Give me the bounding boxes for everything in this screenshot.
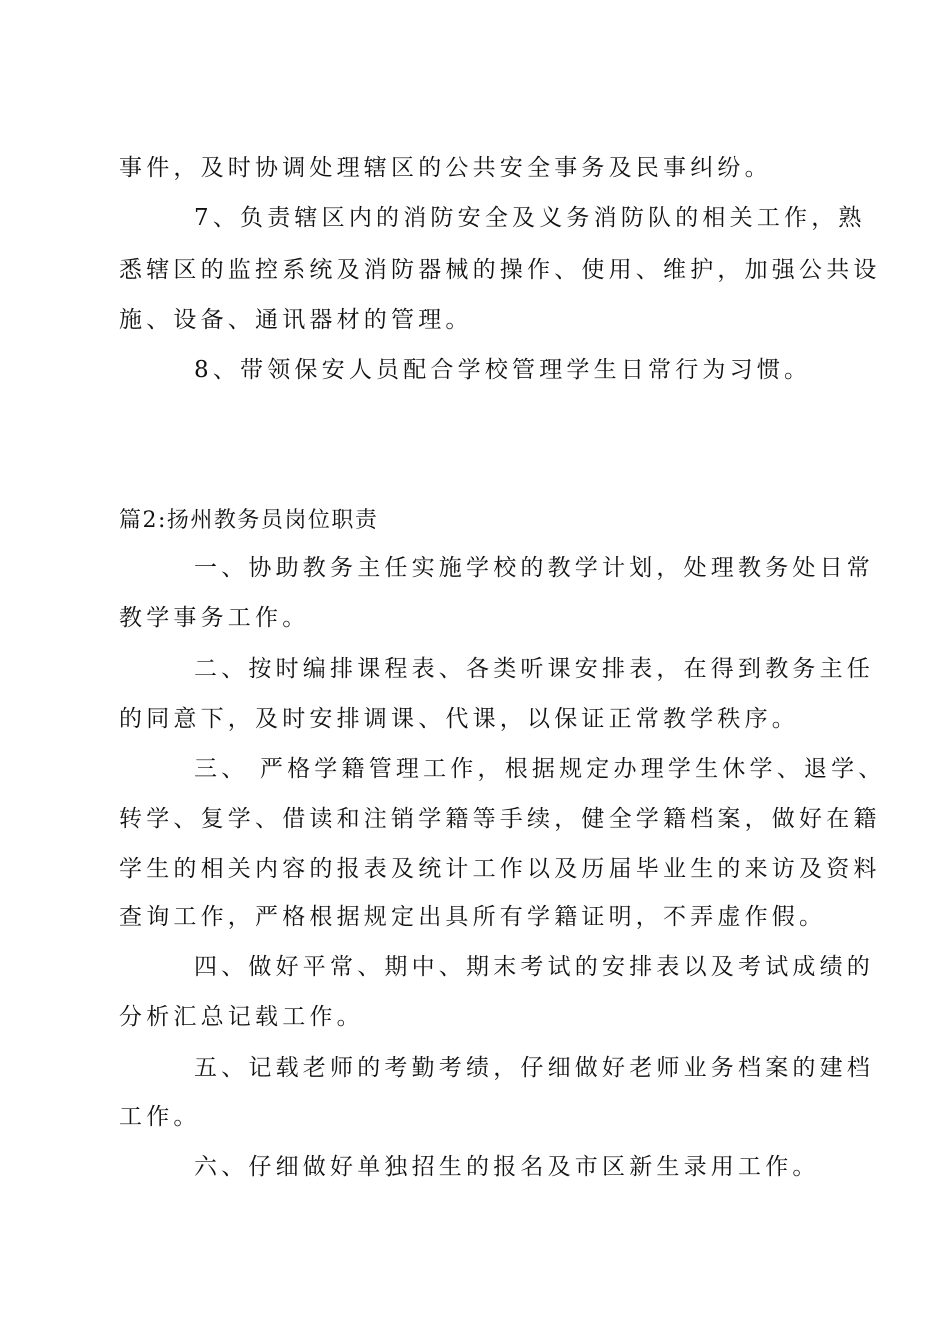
text-line: 事件，及时协调处理辖区的公共安全事务及民事纠纷。 bbox=[119, 155, 772, 181]
text-line: 二、按时编排课程表、各类听课安排表，在得到教务主任 bbox=[194, 656, 874, 682]
text-line: 一、协助教务主任实施学校的教学计划，处理教务处日常 bbox=[194, 555, 874, 581]
text-line: 悉辖区的监控系统及消防器械的操作、使用、维护，加强公共设 bbox=[119, 257, 881, 283]
text-line: 四、做好平常、期中、期末考试的安排表以及考试成绩的 bbox=[194, 954, 874, 980]
text-line: 转学、复学、借读和注销学籍等手续，健全学籍档案，做好在籍 bbox=[119, 806, 881, 832]
text-line: 的同意下，及时安排调课、代课，以保证正常教学秩序。 bbox=[119, 706, 799, 732]
text-line: 分析汇总记载工作。 bbox=[119, 1004, 364, 1030]
section-heading: 篇2:扬州教务员岗位职责 bbox=[119, 508, 379, 533]
text-line: 查询工作，严格根据规定出具所有学籍证明，不弄虚作假。 bbox=[119, 904, 827, 930]
text-line: 三、 严格学籍管理工作，根据规定办理学生休学、退学、 bbox=[194, 756, 886, 782]
text-line: 8、带领保安人员配合学校管理学生日常行为习惯。 bbox=[194, 357, 812, 383]
text-line: 7、负责辖区内的消防安全及义务消防队的相关工作，熟 bbox=[194, 205, 866, 231]
text-line: 教学事务工作。 bbox=[119, 605, 310, 631]
text-line: 施、设备、通讯器材的管理。 bbox=[119, 307, 473, 333]
text-line: 五、记载老师的考勤考绩，仔细做好老师业务档案的建档 bbox=[194, 1055, 874, 1081]
text-line: 六、仔细做好单独招生的报名及市区新生录用工作。 bbox=[194, 1154, 820, 1180]
text-line: 学生的相关内容的报表及统计工作以及历届毕业生的来访及资料 bbox=[119, 856, 881, 882]
text-line: 工作。 bbox=[119, 1104, 201, 1130]
